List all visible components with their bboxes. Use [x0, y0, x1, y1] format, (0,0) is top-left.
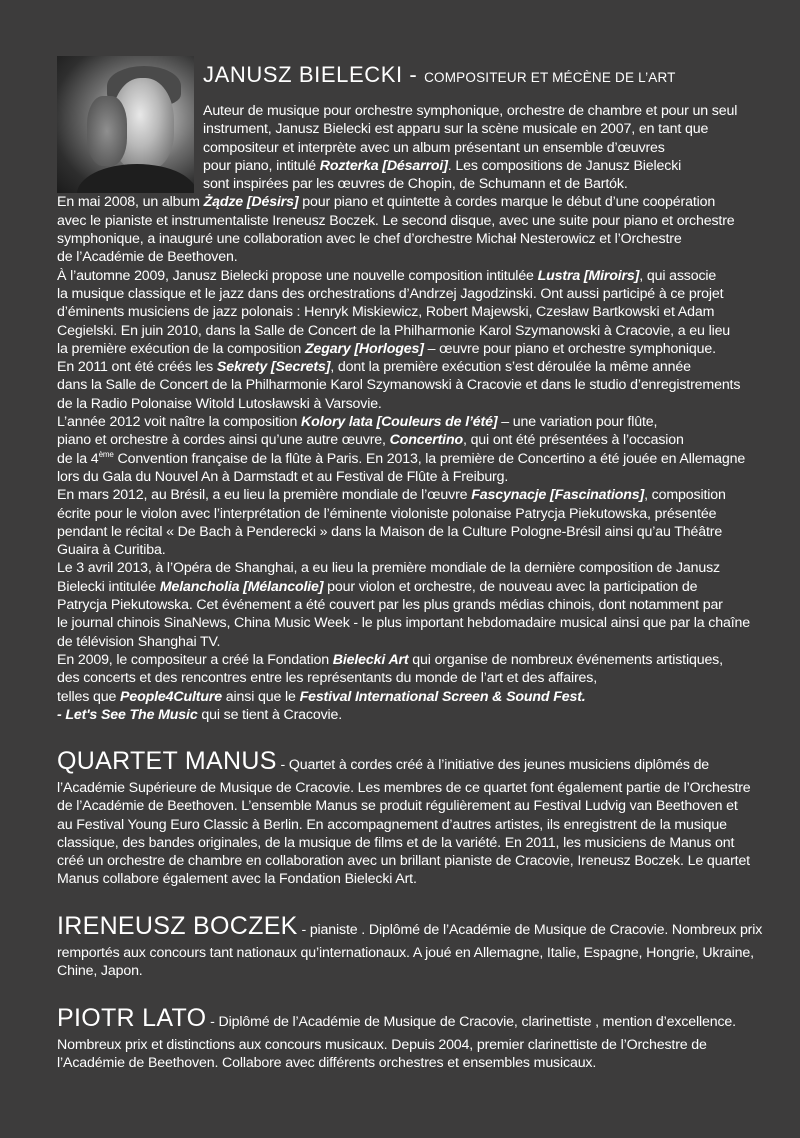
bio-line	[57, 267, 747, 285]
foundation-name: Bielecki Art	[332, 651, 409, 668]
bio-line: pendant le récital « De Bach à Penderecki » dans la Maison de la Culture Pologne-Brésil ainsi qu’au Théâtre	[57, 523, 723, 540]
bio-line: compositeur et interprète avec un album présentant un ensemble d’œuvres	[203, 139, 665, 156]
boczek-section	[57, 912, 763, 981]
text: . Les compositions de Janusz Bielecki	[447, 157, 682, 174]
text: – œuvre pour piano et orchestre symphonique.	[423, 340, 716, 357]
bio-line	[57, 193, 747, 211]
bio-line: d’éminents musiciens de jazz polonais : Henryk Miskiewicz, Robert Majewski, Czesław Bartkowski et Adam	[57, 304, 715, 321]
bio-line: Nombreux prix et distinctions aux concours musicaux. Depuis 2004, premier clarinettiste de l’Orchestre de	[57, 1037, 707, 1053]
text: , qui ont été présentées à l’occasion	[462, 432, 684, 449]
janusz-dash: -	[402, 62, 425, 87]
bio-line: avec le pianiste et instrumentaliste Ireneusz Boczek. Le second disque, avec une suite pour piano et orchestre	[57, 212, 735, 229]
bio-line: de l’Académie de Beethoven. L’ensemble Manus se produit régulièrement au Festival Ludvig van Beethoven et	[57, 798, 738, 815]
text: En 2011 ont été créés les	[57, 359, 217, 376]
bio-line: écrite pour le violon avec l’interprétation de l’éminente violoniste polonaise Patrycja Piekutowska, présentée	[57, 505, 717, 522]
work-title: Sekrety [Secrets]	[216, 359, 331, 376]
boczek-heading-line	[57, 912, 763, 944]
bio-line: sont inspirées par les œuvres de Chopin, de Schumann et de Bartók.	[203, 176, 628, 193]
bio-line	[57, 431, 747, 449]
text: ainsi que le	[222, 688, 300, 705]
event-name: - Let's See The Music	[57, 706, 198, 723]
work-title: Rozterka [Désarroi]	[319, 157, 448, 174]
text: pour violon et orchestre, de nouveau avec la participation de	[323, 578, 698, 595]
text: piano et orchestre à cordes ainsi qu’une autre œuvre,	[57, 432, 390, 449]
bio-line	[57, 706, 747, 724]
janusz-bio	[57, 102, 750, 724]
bio-line	[57, 486, 747, 504]
bio-line: Patrycja Piekutowska. Cet événement a été couvert par les plus grands médias chinois, dont notamment par	[57, 597, 723, 614]
text: - Diplômé de l’Académie de Musique de Cracovie, clarinettiste , mention d’excellence.	[206, 1014, 736, 1030]
bio-line: Auteur de musique pour orchestre symphonique, orchestre de chambre et pour un seul	[203, 103, 738, 119]
janusz-subtitle: COMPOSITEUR ET MÉCÈNE DE L’ART	[424, 70, 676, 85]
bio-line: dans la Salle de Concert de la Philharmonie Karol Szymanowski à Cracovie et dans le studio d’enregistrements	[57, 377, 741, 394]
janusz-heading	[203, 62, 676, 88]
lato-name: PIOTR LATO	[57, 1004, 207, 1032]
quartet-name: QUARTET MANUS	[57, 747, 277, 775]
text: pour piano et quintette à cordes marque le début d’une coopération	[298, 194, 716, 211]
text: Bielecki intitulée	[57, 578, 160, 595]
text: En mars 2012, au Brésil, a eu lieu la première mondiale de l’œuvre	[57, 487, 472, 504]
text: telles que	[57, 688, 121, 705]
bio-line: de la Radio Polonaise Witold Lutosławski à Varsovie.	[57, 395, 382, 412]
text: À l’automne 2009, Janusz Bielecki propose une nouvelle composition intitulée	[57, 267, 538, 284]
bio-line: instrument, Janusz Bielecki est apparu sur la scène musicale en 2007, en tant que	[203, 121, 709, 138]
bio-line: Chine, Japon.	[57, 963, 143, 980]
text: L’année 2012 voit naître la composition	[57, 414, 302, 431]
bio-line: symphonique, a inauguré une collaboration avec le chef d’orchestre Michał Nesterowicz et l’Orchestre	[57, 231, 682, 248]
bio-line: de l’Académie de Beethoven.	[57, 249, 238, 266]
text: Convention française de la flûte à Paris. En 2013, la première de Concertino a été jouée en Allemagne	[113, 450, 746, 467]
bio-line: des concerts et des rencontres entre les représentants du monde de l’art et des affaires,	[57, 670, 598, 687]
event-name: People4Culture	[120, 688, 222, 705]
work-title: Melancholia [Mélancolie]	[159, 578, 324, 595]
bio-line	[57, 578, 747, 596]
bio-line: Guaira à Curitiba.	[57, 542, 166, 559]
text: qui organise de nombreux événements artistiques,	[408, 651, 723, 668]
text: la première exécution de la composition	[57, 340, 305, 357]
bio-line	[57, 688, 747, 706]
bio-line	[57, 450, 747, 468]
work-title: Kolory lata [Couleurs de l’été]	[301, 414, 498, 431]
bio-line: l’Académie Supérieure de Musique de Cracovie. Les membres de ce quartet font également partie de l’Orchestre	[57, 780, 751, 796]
lato-heading-line	[57, 1005, 747, 1036]
bio-line: de télévision Shanghai TV.	[57, 633, 221, 650]
bio-line: Manus collabore également avec la Fondation Bielecki Art.	[57, 871, 417, 888]
bio-line: l’Académie de Beethoven. Collabore avec différents orchestres et ensembles musicaux.	[57, 1055, 597, 1072]
bio-line: Cegielski. En juin 2010, dans la Salle de Concert de la Philharmonie Karol Szymanowski à Cracovie, a eu lieu	[57, 322, 731, 339]
bio-line	[57, 413, 747, 431]
bio-line: le journal chinois SinaNews, China Music Week - le plus important hebdomadaire musical ainsi que par la chaîne	[57, 615, 750, 632]
boczek-name: IRENEUSZ BOCZEK	[57, 912, 298, 940]
text: de la 4	[57, 450, 99, 467]
bio-line: créé un orchestre de chambre en collaboration avec un brillant pianiste de Cracovie, Ireneusz Boczek. Le quartet	[57, 853, 750, 870]
bio-line	[57, 340, 747, 358]
text: , dont la première exécution s’est déroulée la même année	[330, 359, 691, 376]
bio-line: la musique classique et le jazz dans des orchestrations d’Andrzej Jagodzinski. Ont aussi participé à ce projet	[57, 285, 724, 302]
text: - pianiste . Diplômé de l’Académie de Musique de Cracovie. Nombreux prix	[297, 922, 763, 938]
text: En 2009, le compositeur a créé la Fondation	[57, 651, 333, 668]
work-title: Żądze [Désirs]	[203, 194, 299, 211]
bio-line: Le 3 avril 2013, à l’Opéra de Shanghai, a eu lieu la première mondiale de la dernière composition de Janusz	[57, 560, 721, 577]
quartet-heading-line	[57, 748, 747, 779]
bio-line	[57, 651, 747, 669]
work-title: Fascynacje [Fascinations]	[471, 487, 645, 504]
work-title: Concertino	[389, 432, 463, 449]
bio-line: remportés aux concours tant nationaux qu’internationaux. A joué en Allemagne, Italie, Espagne, Hongrie, Ukraine,	[57, 945, 754, 961]
ordinal-suffix: ème	[98, 449, 114, 459]
work-title: Zegary [Horloges]	[304, 340, 424, 357]
bio-line: lors du Gala du Nouvel An à Darmstadt et au Festival de Flûte à Freiburg.	[57, 468, 509, 485]
bio-line: au Festival Young Euro Classic à Berlin. En accompagnement d’autres artistes, ils enregistrent de la musique	[57, 816, 727, 833]
bio-line: classique, des bandes originales, de la musique de films et de la variété. En 2011, les musiciens de Manus ont	[57, 834, 735, 851]
work-title: Lustra [Miroirs]	[537, 267, 640, 284]
janusz-name: JANUSZ BIELECKI	[203, 62, 403, 87]
text: En mai 2008, un album	[57, 194, 204, 211]
text: - Quartet à cordes créé à l’initiative des jeunes musiciens diplômés de	[276, 757, 710, 773]
text: , composition	[644, 487, 726, 504]
bio-line	[57, 358, 747, 376]
event-name: Festival International Screen & Sound Fest.	[299, 688, 586, 705]
bio-line	[57, 157, 747, 175]
text: qui se tient à Cracovie.	[197, 706, 343, 723]
lato-section	[57, 1005, 747, 1073]
text: , qui associe	[639, 267, 717, 284]
quartet-section	[57, 747, 751, 889]
text: pour piano, intitulé	[203, 157, 320, 174]
text: – une variation pour flûte,	[497, 414, 658, 431]
